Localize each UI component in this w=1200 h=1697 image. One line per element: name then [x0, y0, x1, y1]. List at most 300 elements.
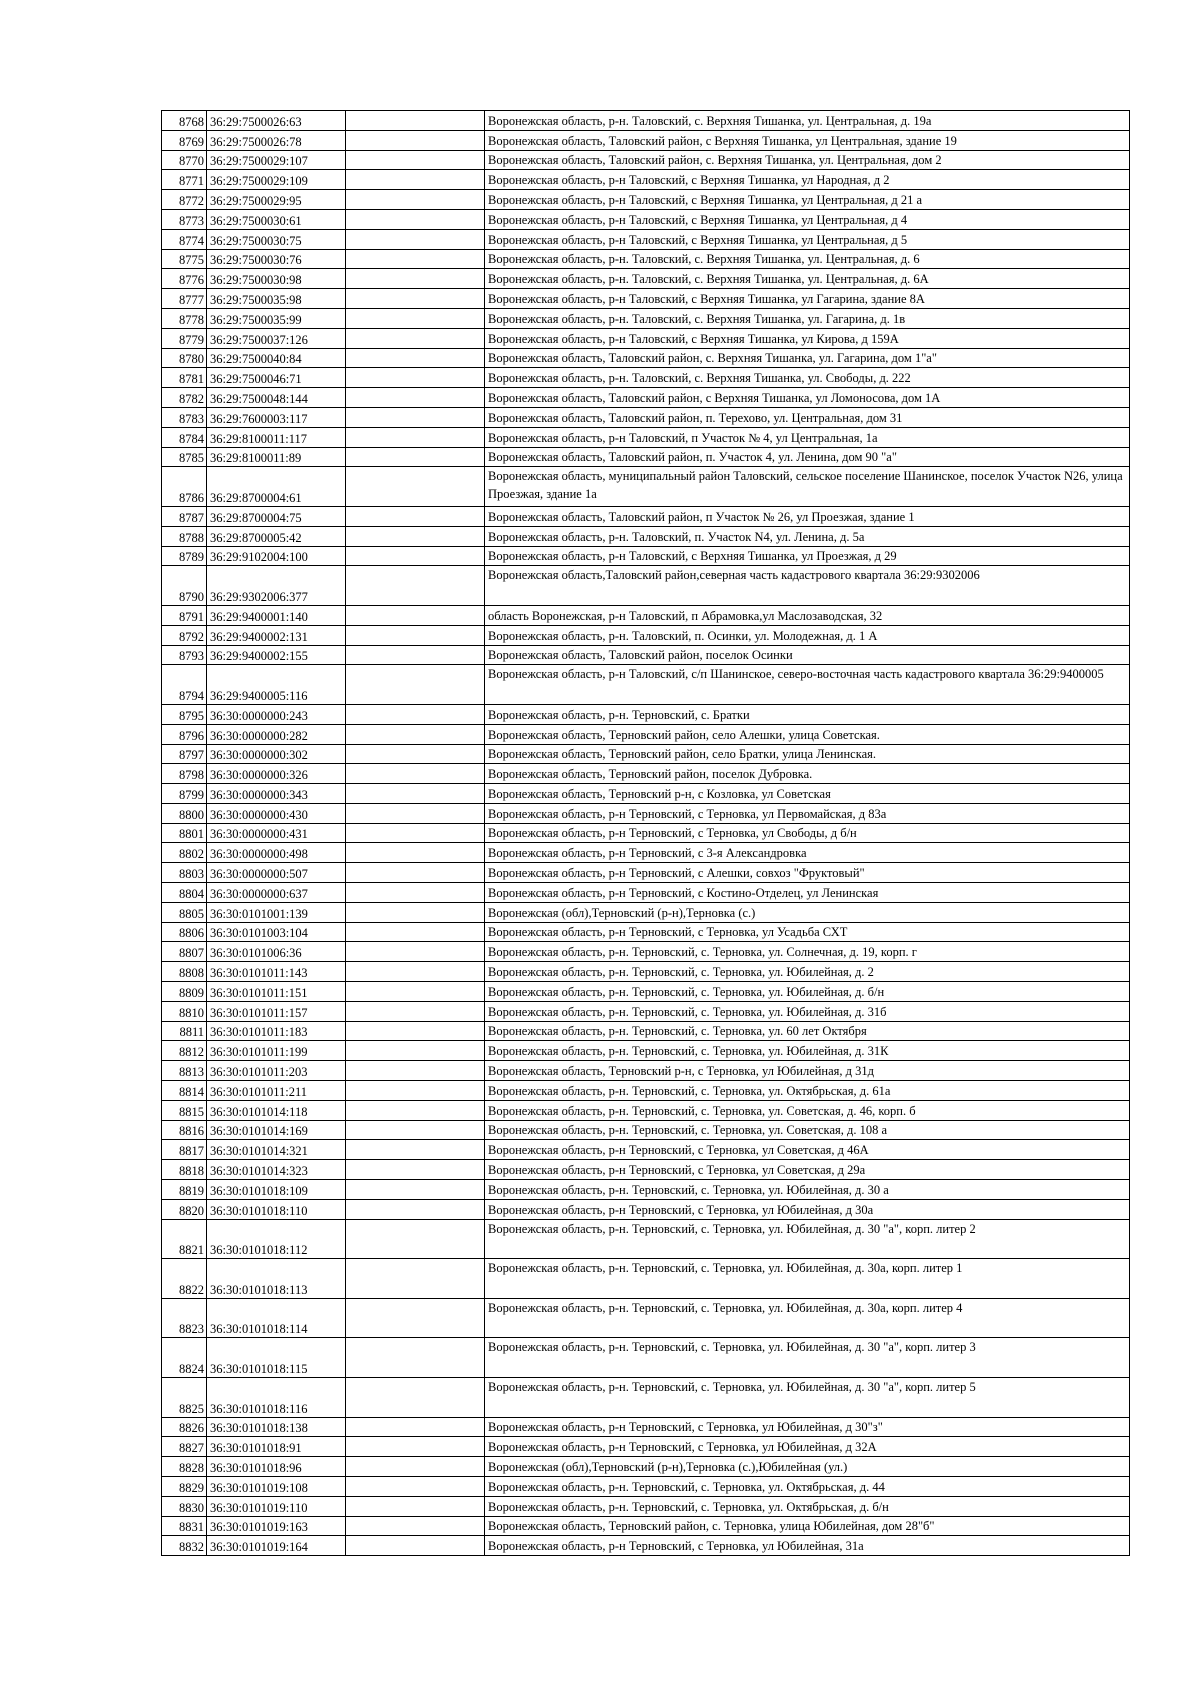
- cadastral-number-cell: 36:30:0101019:163: [207, 1516, 346, 1536]
- address-cell: Воронежская область, р-н. Терновский, с. Терновка, ул. Солнечная, д. 19, корп. г: [485, 942, 1130, 962]
- row-number-cell: 8779: [162, 328, 207, 348]
- address-cell: Воронежская область, р-н Таловский, с Верхняя Тишанка, ул Центральная, д 4: [485, 209, 1130, 229]
- row-number-cell: 8832: [162, 1536, 207, 1556]
- row-number-cell: 8810: [162, 1001, 207, 1021]
- cadastral-number-cell: 36:29:8100011:117: [207, 427, 346, 447]
- empty-cell: [346, 1457, 485, 1477]
- empty-cell: [346, 803, 485, 823]
- empty-cell: [346, 902, 485, 922]
- empty-cell: [346, 566, 485, 606]
- cadastral-number-cell: 36:29:7500030:75: [207, 229, 346, 249]
- row-number-cell: 8826: [162, 1417, 207, 1437]
- row-number-cell: 8768: [162, 111, 207, 131]
- cadastral-number-cell: 36:30:0101014:321: [207, 1140, 346, 1160]
- address-cell: Воронежская область, Таловский район, с. Верхняя Тишанка, ул. Гагарина, дом 1"а": [485, 348, 1130, 368]
- table-row: [162, 1120, 1130, 1140]
- empty-cell: [346, 1081, 485, 1101]
- row-number-cell: 8830: [162, 1496, 207, 1516]
- cadastral-number-cell: 36:30:0000000:343: [207, 784, 346, 804]
- table-row: [162, 150, 1130, 170]
- table-row: [162, 1160, 1130, 1180]
- address-cell: Воронежская область,Таловский район,северная часть кадастрового квартала 36:29:9302006: [485, 566, 1130, 606]
- cadastral-number-cell: 36:29:7600003:117: [207, 407, 346, 427]
- cadastral-number-cell: 36:29:7500029:109: [207, 170, 346, 190]
- address-cell: Воронежская область, р-н Терновский, с Терновка, ул Свободы, д б/н: [485, 823, 1130, 843]
- address-cell: Воронежская область, р-н. Терновский, с. Терновка, ул. Советская, д. 108 а: [485, 1120, 1130, 1140]
- table-row: [162, 625, 1130, 645]
- table-row: [162, 170, 1130, 190]
- empty-cell: [346, 1061, 485, 1081]
- empty-cell: [346, 427, 485, 447]
- table-row: [162, 1536, 1130, 1556]
- table-row: [162, 645, 1130, 665]
- cadastral-number-cell: 36:29:9102004:100: [207, 546, 346, 566]
- address-cell: Воронежская область, р-н. Терновский, с. Терновка, ул. Октябрьская, д. б/н: [485, 1496, 1130, 1516]
- address-cell: Воронежская область, р-н Терновский, с 3-я Александровка: [485, 843, 1130, 863]
- table-row: [162, 407, 1130, 427]
- property-table: [161, 110, 1130, 1556]
- address-cell: Воронежская область, р-н Терновский, с Терновка, ул Советская, д 29а: [485, 1160, 1130, 1180]
- row-number-cell: 8782: [162, 388, 207, 408]
- cadastral-number-cell: 36:30:0101018:91: [207, 1437, 346, 1457]
- address-cell: Воронежская область, Таловский район, п. Участок 4, ул. Ленина, дом 90 "а": [485, 447, 1130, 467]
- empty-cell: [346, 1516, 485, 1536]
- address-cell: Воронежская область, р-н Терновский, с Терновка, ул Юбилейная, 31а: [485, 1536, 1130, 1556]
- empty-cell: [346, 1001, 485, 1021]
- empty-cell: [346, 1100, 485, 1120]
- table-row: [162, 724, 1130, 744]
- empty-cell: [346, 744, 485, 764]
- table-row: [162, 982, 1130, 1002]
- empty-cell: [346, 348, 485, 368]
- table-row: [162, 883, 1130, 903]
- table-row: [162, 1457, 1130, 1477]
- address-cell: Воронежская область, р-н. Терновский, с. Терновка, ул. Юбилейная, д. 2: [485, 962, 1130, 982]
- address-cell: Воронежская область, Таловский район, с Верхняя Тишанка, ул Центральная, здание 19: [485, 130, 1130, 150]
- address-cell: Воронежская область, р-н. Терновский, с. Терновка, ул. Юбилейная, д. 30а, корп. литер 4: [485, 1298, 1130, 1338]
- empty-cell: [346, 942, 485, 962]
- row-number-cell: 8800: [162, 803, 207, 823]
- row-number-cell: 8801: [162, 823, 207, 843]
- empty-cell: [346, 1378, 485, 1418]
- address-cell: Воронежская область, р-н Терновский, с Терновка, ул Юбилейная, д 30а: [485, 1199, 1130, 1219]
- address-cell: Воронежская область, Таловский район, поселок Осинки: [485, 645, 1130, 665]
- cadastral-number-cell: 36:30:0101018:114: [207, 1298, 346, 1338]
- empty-cell: [346, 843, 485, 863]
- row-number-cell: 8792: [162, 625, 207, 645]
- empty-cell: [346, 170, 485, 190]
- table-row: [162, 506, 1130, 526]
- address-cell: Воронежская область, Таловский район, п Участок № 26, ул Проезжая, здание 1: [485, 506, 1130, 526]
- address-cell: Воронежская область, р-н. Терновский, с. Терновка, ул. Октябрьская, д. 44: [485, 1476, 1130, 1496]
- row-number-cell: 8771: [162, 170, 207, 190]
- row-number-cell: 8818: [162, 1160, 207, 1180]
- table-row: [162, 1496, 1130, 1516]
- row-number-cell: 8811: [162, 1021, 207, 1041]
- empty-cell: [346, 605, 485, 625]
- cadastral-number-cell: 36:29:8100011:89: [207, 447, 346, 467]
- empty-cell: [346, 328, 485, 348]
- cadastral-number-cell: 36:30:0101001:139: [207, 902, 346, 922]
- cadastral-number-cell: 36:30:0101011:203: [207, 1061, 346, 1081]
- cadastral-number-cell: 36:29:7500040:84: [207, 348, 346, 368]
- table-row: [162, 764, 1130, 784]
- empty-cell: [346, 467, 485, 507]
- row-number-cell: 8812: [162, 1041, 207, 1061]
- empty-cell: [346, 1041, 485, 1061]
- table-row: [162, 803, 1130, 823]
- address-cell: Воронежская область, Терновский район, село Братки, улица Ленинская.: [485, 744, 1130, 764]
- address-cell: Воронежская область, р-н. Таловский, п. Участок N4, ул. Ленина, д. 5а: [485, 526, 1130, 546]
- address-cell: Воронежская область, р-н Терновский, с Терновка, ул Юбилейная, д 32А: [485, 1437, 1130, 1457]
- cadastral-number-cell: 36:30:0101011:157: [207, 1001, 346, 1021]
- address-cell: Воронежская (обл),Терновский (р-н),Терновка (с.),Юбилейная (ул.): [485, 1457, 1130, 1477]
- table-row: [162, 1219, 1130, 1259]
- cadastral-number-cell: 36:30:0000000:302: [207, 744, 346, 764]
- row-number-cell: 8803: [162, 863, 207, 883]
- cadastral-number-cell: 36:29:9400002:131: [207, 625, 346, 645]
- cadastral-number-cell: 36:29:7500030:61: [207, 209, 346, 229]
- row-number-cell: 8822: [162, 1259, 207, 1299]
- cadastral-number-cell: 36:30:0101014:118: [207, 1100, 346, 1120]
- row-number-cell: 8813: [162, 1061, 207, 1081]
- empty-cell: [346, 447, 485, 467]
- cadastral-number-cell: 36:29:7500029:95: [207, 190, 346, 210]
- empty-cell: [346, 407, 485, 427]
- row-number-cell: 8775: [162, 249, 207, 269]
- cadastral-number-cell: 36:29:9400005:116: [207, 665, 346, 705]
- row-number-cell: 8805: [162, 902, 207, 922]
- cadastral-number-cell: 36:30:0101014:169: [207, 1120, 346, 1140]
- empty-cell: [346, 823, 485, 843]
- address-cell: Воронежская область, Таловский район, с Верхняя Тишанка, ул Ломоносова, дом 1А: [485, 388, 1130, 408]
- empty-cell: [346, 784, 485, 804]
- cadastral-number-cell: 36:30:0101011:211: [207, 1081, 346, 1101]
- address-cell: Воронежская область, Терновский район, поселок Дубровка.: [485, 764, 1130, 784]
- row-number-cell: 8831: [162, 1516, 207, 1536]
- table-row: [162, 784, 1130, 804]
- empty-cell: [346, 922, 485, 942]
- cadastral-number-cell: 36:29:9302006:377: [207, 566, 346, 606]
- cadastral-number-cell: 36:29:8700005:42: [207, 526, 346, 546]
- address-cell: Воронежская область, Терновский район, село Алешки, улица Советская.: [485, 724, 1130, 744]
- row-number-cell: 8814: [162, 1081, 207, 1101]
- address-cell: Воронежская область, муниципальный район Таловский, сельское поселение Шанинское, поселок Участок N26, улица Проезжая, здание 1а: [485, 467, 1130, 507]
- row-number-cell: 8816: [162, 1120, 207, 1140]
- cadastral-number-cell: 36:29:7500035:99: [207, 308, 346, 328]
- row-number-cell: 8797: [162, 744, 207, 764]
- table-row: [162, 962, 1130, 982]
- row-number-cell: 8799: [162, 784, 207, 804]
- address-cell: Воронежская область, р-н. Терновский, с. Терновка, ул. Юбилейная, д. б/н: [485, 982, 1130, 1002]
- row-number-cell: 8798: [162, 764, 207, 784]
- address-cell: Воронежская область, р-н Терновский, с Алешки, совхоз "Фруктовый": [485, 863, 1130, 883]
- row-number-cell: 8806: [162, 922, 207, 942]
- row-number-cell: 8770: [162, 150, 207, 170]
- row-number-cell: 8796: [162, 724, 207, 744]
- row-number-cell: 8794: [162, 665, 207, 705]
- row-number-cell: 8804: [162, 883, 207, 903]
- empty-cell: [346, 209, 485, 229]
- table-row: [162, 209, 1130, 229]
- address-cell: Воронежская область, Терновский р-н, с Козловка, ул Советская: [485, 784, 1130, 804]
- cadastral-number-cell: 36:29:7500048:144: [207, 388, 346, 408]
- empty-cell: [346, 229, 485, 249]
- address-cell: Воронежская область, р-н Терновский, с Костино-Отделец, ул Ленинская: [485, 883, 1130, 903]
- address-cell: Воронежская область, Терновский р-н, с Терновка, ул Юбилейная, д 31д: [485, 1061, 1130, 1081]
- table-row: [162, 823, 1130, 843]
- table-row: [162, 546, 1130, 566]
- empty-cell: [346, 982, 485, 1002]
- table-row: [162, 1041, 1130, 1061]
- empty-cell: [346, 546, 485, 566]
- row-number-cell: 8821: [162, 1219, 207, 1259]
- address-cell: Воронежская область, р-н. Таловский, с. Верхняя Тишанка, ул. Гагарина, д. 1в: [485, 308, 1130, 328]
- row-number-cell: 8795: [162, 704, 207, 724]
- cadastral-number-cell: 36:30:0000000:282: [207, 724, 346, 744]
- cadastral-number-cell: 36:30:0101006:36: [207, 942, 346, 962]
- empty-cell: [346, 308, 485, 328]
- cadastral-number-cell: 36:30:0101018:138: [207, 1417, 346, 1437]
- address-cell: Воронежская область, р-н Терновский, с Терновка, ул Советская, д 46А: [485, 1140, 1130, 1160]
- empty-cell: [346, 150, 485, 170]
- table-row: [162, 744, 1130, 764]
- row-number-cell: 8817: [162, 1140, 207, 1160]
- empty-cell: [346, 863, 485, 883]
- address-cell: Воронежская область, р-н. Терновский, с. Терновка, ул. Юбилейная, д. 30а, корп. литер 1: [485, 1259, 1130, 1299]
- empty-cell: [346, 1338, 485, 1378]
- address-cell: Воронежская область, р-н. Терновский, с. Терновка, ул. Советская, д. 46, корп. б: [485, 1100, 1130, 1120]
- row-number-cell: 8825: [162, 1378, 207, 1418]
- table-row: [162, 111, 1130, 131]
- address-cell: Воронежская (обл),Терновский (р-н),Терновка (с.): [485, 902, 1130, 922]
- empty-cell: [346, 1298, 485, 1338]
- address-cell: Воронежская область, р-н. Терновский, с. Терновка, ул. Юбилейная, д. 31б: [485, 1001, 1130, 1021]
- address-cell: Воронежская область, р-н. Терновский, с. Терновка, ул. Юбилейная, д. 30 "а", корп. литер 3: [485, 1338, 1130, 1378]
- empty-cell: [346, 130, 485, 150]
- cadastral-number-cell: 36:29:7500026:78: [207, 130, 346, 150]
- table-row: [162, 1378, 1130, 1418]
- cadastral-number-cell: 36:30:0101014:323: [207, 1160, 346, 1180]
- empty-cell: [346, 1140, 485, 1160]
- address-cell: область Воронежская, р-н Таловский, п Абрамовка,ул Маслозаводская, 32: [485, 605, 1130, 625]
- empty-cell: [346, 1199, 485, 1219]
- address-cell: Воронежская область, р-н Терновский, с Терновка, ул Юбилейная, д 30"з": [485, 1417, 1130, 1437]
- table-row: [162, 1061, 1130, 1081]
- empty-cell: [346, 269, 485, 289]
- empty-cell: [346, 526, 485, 546]
- empty-cell: [346, 704, 485, 724]
- row-number-cell: 8827: [162, 1437, 207, 1457]
- empty-cell: [346, 1219, 485, 1259]
- cadastral-number-cell: 36:30:0101018:113: [207, 1259, 346, 1299]
- address-cell: Воронежская область, р-н. Таловский, с. Верхняя Тишанка, ул. Центральная, д. 6А: [485, 269, 1130, 289]
- empty-cell: [346, 764, 485, 784]
- cadastral-number-cell: 36:30:0101011:143: [207, 962, 346, 982]
- row-number-cell: 8791: [162, 605, 207, 625]
- table-row: [162, 308, 1130, 328]
- cadastral-number-cell: 36:30:0000000:637: [207, 883, 346, 903]
- table-row: [162, 922, 1130, 942]
- row-number-cell: 8828: [162, 1457, 207, 1477]
- row-number-cell: 8780: [162, 348, 207, 368]
- row-number-cell: 8784: [162, 427, 207, 447]
- cadastral-number-cell: 36:30:0101011:151: [207, 982, 346, 1002]
- table-row: [162, 863, 1130, 883]
- address-cell: Воронежская область, р-н. Таловский, с. Верхняя Тишанка, ул. Центральная, д. 19а: [485, 111, 1130, 131]
- row-number-cell: 8788: [162, 526, 207, 546]
- table-row: [162, 902, 1130, 922]
- table-row: [162, 269, 1130, 289]
- empty-cell: [346, 1180, 485, 1200]
- table-row: [162, 388, 1130, 408]
- row-number-cell: 8820: [162, 1199, 207, 1219]
- address-cell: Воронежская область, р-н. Таловский, с. Верхняя Тишанка, ул. Центральная, д. 6: [485, 249, 1130, 269]
- row-number-cell: 8777: [162, 289, 207, 309]
- cadastral-number-cell: 36:29:8700004:61: [207, 467, 346, 507]
- table-row: [162, 427, 1130, 447]
- cadastral-number-cell: 36:30:0000000:243: [207, 704, 346, 724]
- empty-cell: [346, 1120, 485, 1140]
- table-body: [162, 111, 1130, 1556]
- table-row: [162, 1180, 1130, 1200]
- address-cell: Воронежская область, р-н Таловский, с Верхняя Тишанка, ул Проезжая, д 29: [485, 546, 1130, 566]
- empty-cell: [346, 724, 485, 744]
- table-row: [162, 368, 1130, 388]
- row-number-cell: 8776: [162, 269, 207, 289]
- table-row: [162, 447, 1130, 467]
- table-row: [162, 1259, 1130, 1299]
- cadastral-number-cell: 36:30:0101011:183: [207, 1021, 346, 1041]
- empty-cell: [346, 506, 485, 526]
- table-row: [162, 704, 1130, 724]
- address-cell: Воронежская область, Таловский район, с. Верхняя Тишанка, ул. Центральная, дом 2: [485, 150, 1130, 170]
- table-row: [162, 1081, 1130, 1101]
- empty-cell: [346, 962, 485, 982]
- cadastral-number-cell: 36:30:0000000:431: [207, 823, 346, 843]
- row-number-cell: 8790: [162, 566, 207, 606]
- empty-cell: [346, 368, 485, 388]
- address-cell: Воронежская область, р-н Таловский, с/п Шанинское, северо-восточная часть кадастрового квартала 36:29:9400005: [485, 665, 1130, 705]
- row-number-cell: 8829: [162, 1476, 207, 1496]
- cadastral-number-cell: 36:30:0000000:430: [207, 803, 346, 823]
- table-row: [162, 1298, 1130, 1338]
- address-cell: Воронежская область, р-н. Терновский, с. Братки: [485, 704, 1130, 724]
- cadastral-number-cell: 36:30:0101011:199: [207, 1041, 346, 1061]
- table-row: [162, 566, 1130, 606]
- row-number-cell: 8819: [162, 1180, 207, 1200]
- cadastral-number-cell: 36:29:9400001:140: [207, 605, 346, 625]
- row-number-cell: 8789: [162, 546, 207, 566]
- cadastral-number-cell: 36:30:0101018:116: [207, 1378, 346, 1418]
- row-number-cell: 8786: [162, 467, 207, 507]
- address-cell: Воронежская область, р-н Терновский, с Терновка, ул Усадьба СХТ: [485, 922, 1130, 942]
- cadastral-number-cell: 36:30:0000000:326: [207, 764, 346, 784]
- address-cell: Воронежская область, р-н Таловский, с Верхняя Тишанка, ул Гагарина, здание 8А: [485, 289, 1130, 309]
- row-number-cell: 8774: [162, 229, 207, 249]
- row-number-cell: 8802: [162, 843, 207, 863]
- row-number-cell: 8773: [162, 209, 207, 229]
- table-row: [162, 328, 1130, 348]
- row-number-cell: 8809: [162, 982, 207, 1002]
- empty-cell: [346, 1259, 485, 1299]
- cadastral-number-cell: 36:30:0101003:104: [207, 922, 346, 942]
- empty-cell: [346, 249, 485, 269]
- empty-cell: [346, 289, 485, 309]
- cadastral-number-cell: 36:29:7500029:107: [207, 150, 346, 170]
- cadastral-number-cell: 36:29:8700004:75: [207, 506, 346, 526]
- address-cell: Воронежская область, р-н. Таловский, с. Верхняя Тишанка, ул. Свободы, д. 222: [485, 368, 1130, 388]
- row-number-cell: 8824: [162, 1338, 207, 1378]
- table-row: [162, 1516, 1130, 1536]
- row-number-cell: 8815: [162, 1100, 207, 1120]
- row-number-cell: 8785: [162, 447, 207, 467]
- address-cell: Воронежская область, р-н Таловский, п Участок № 4, ул Центральная, 1а: [485, 427, 1130, 447]
- row-number-cell: 8781: [162, 368, 207, 388]
- address-cell: Воронежская область, Таловский район, п. Терехово, ул. Центральная, дом 31: [485, 407, 1130, 427]
- address-cell: Воронежская область, р-н. Терновский, с. Терновка, ул. Юбилейная, д. 31К: [485, 1041, 1130, 1061]
- cadastral-number-cell: 36:30:0000000:507: [207, 863, 346, 883]
- address-cell: Воронежская область, р-н Таловский, с Верхняя Тишанка, ул Центральная, д 21 а: [485, 190, 1130, 210]
- cadastral-number-cell: 36:29:7500030:98: [207, 269, 346, 289]
- address-cell: Воронежская область, р-н Таловский, с Верхняя Тишанка, ул Кирова, д 159А: [485, 328, 1130, 348]
- empty-cell: [346, 1437, 485, 1457]
- cadastral-number-cell: 36:29:9400002:155: [207, 645, 346, 665]
- table-row: [162, 526, 1130, 546]
- cadastral-number-cell: 36:30:0101018:112: [207, 1219, 346, 1259]
- cadastral-number-cell: 36:30:0101019:108: [207, 1476, 346, 1496]
- table-row: [162, 467, 1130, 507]
- cadastral-number-cell: 36:29:7500037:126: [207, 328, 346, 348]
- row-number-cell: 8778: [162, 308, 207, 328]
- cadastral-number-cell: 36:30:0101018:115: [207, 1338, 346, 1378]
- table-row: [162, 1437, 1130, 1457]
- cadastral-number-cell: 36:30:0101019:110: [207, 1496, 346, 1516]
- empty-cell: [346, 1021, 485, 1041]
- table-row: [162, 1476, 1130, 1496]
- empty-cell: [346, 625, 485, 645]
- table-row: [162, 1338, 1130, 1378]
- empty-cell: [346, 1496, 485, 1516]
- address-cell: Воронежская область, р-н. Терновский, с. Терновка, ул. 60 лет Октября: [485, 1021, 1130, 1041]
- table-row: [162, 348, 1130, 368]
- table-row: [162, 229, 1130, 249]
- empty-cell: [346, 111, 485, 131]
- row-number-cell: 8769: [162, 130, 207, 150]
- address-cell: Воронежская область, р-н. Терновский, с. Терновка, ул. Юбилейная, д. 30 "а", корп. литер 2: [485, 1219, 1130, 1259]
- row-number-cell: 8772: [162, 190, 207, 210]
- table-row: [162, 1100, 1130, 1120]
- cadastral-number-cell: 36:30:0101019:164: [207, 1536, 346, 1556]
- empty-cell: [346, 645, 485, 665]
- table-row: [162, 289, 1130, 309]
- row-number-cell: 8808: [162, 962, 207, 982]
- table-row: [162, 1021, 1130, 1041]
- address-cell: Воронежская область, Терновский район, с. Терновка, улица Юбилейная, дом 28"б": [485, 1516, 1130, 1536]
- address-cell: Воронежская область, р-н Таловский, с Верхняя Тишанка, ул Центральная, д 5: [485, 229, 1130, 249]
- table-row: [162, 1001, 1130, 1021]
- cadastral-number-cell: 36:29:7500026:63: [207, 111, 346, 131]
- table-row: [162, 1199, 1130, 1219]
- empty-cell: [346, 1160, 485, 1180]
- cadastral-number-cell: 36:30:0101018:96: [207, 1457, 346, 1477]
- table-row: [162, 843, 1130, 863]
- table-row: [162, 130, 1130, 150]
- empty-cell: [346, 1536, 485, 1556]
- address-cell: Воронежская область, р-н. Терновский, с. Терновка, ул. Юбилейная, д. 30 "а", корп. литер 5: [485, 1378, 1130, 1418]
- cadastral-number-cell: 36:29:7500030:76: [207, 249, 346, 269]
- table-row: [162, 665, 1130, 705]
